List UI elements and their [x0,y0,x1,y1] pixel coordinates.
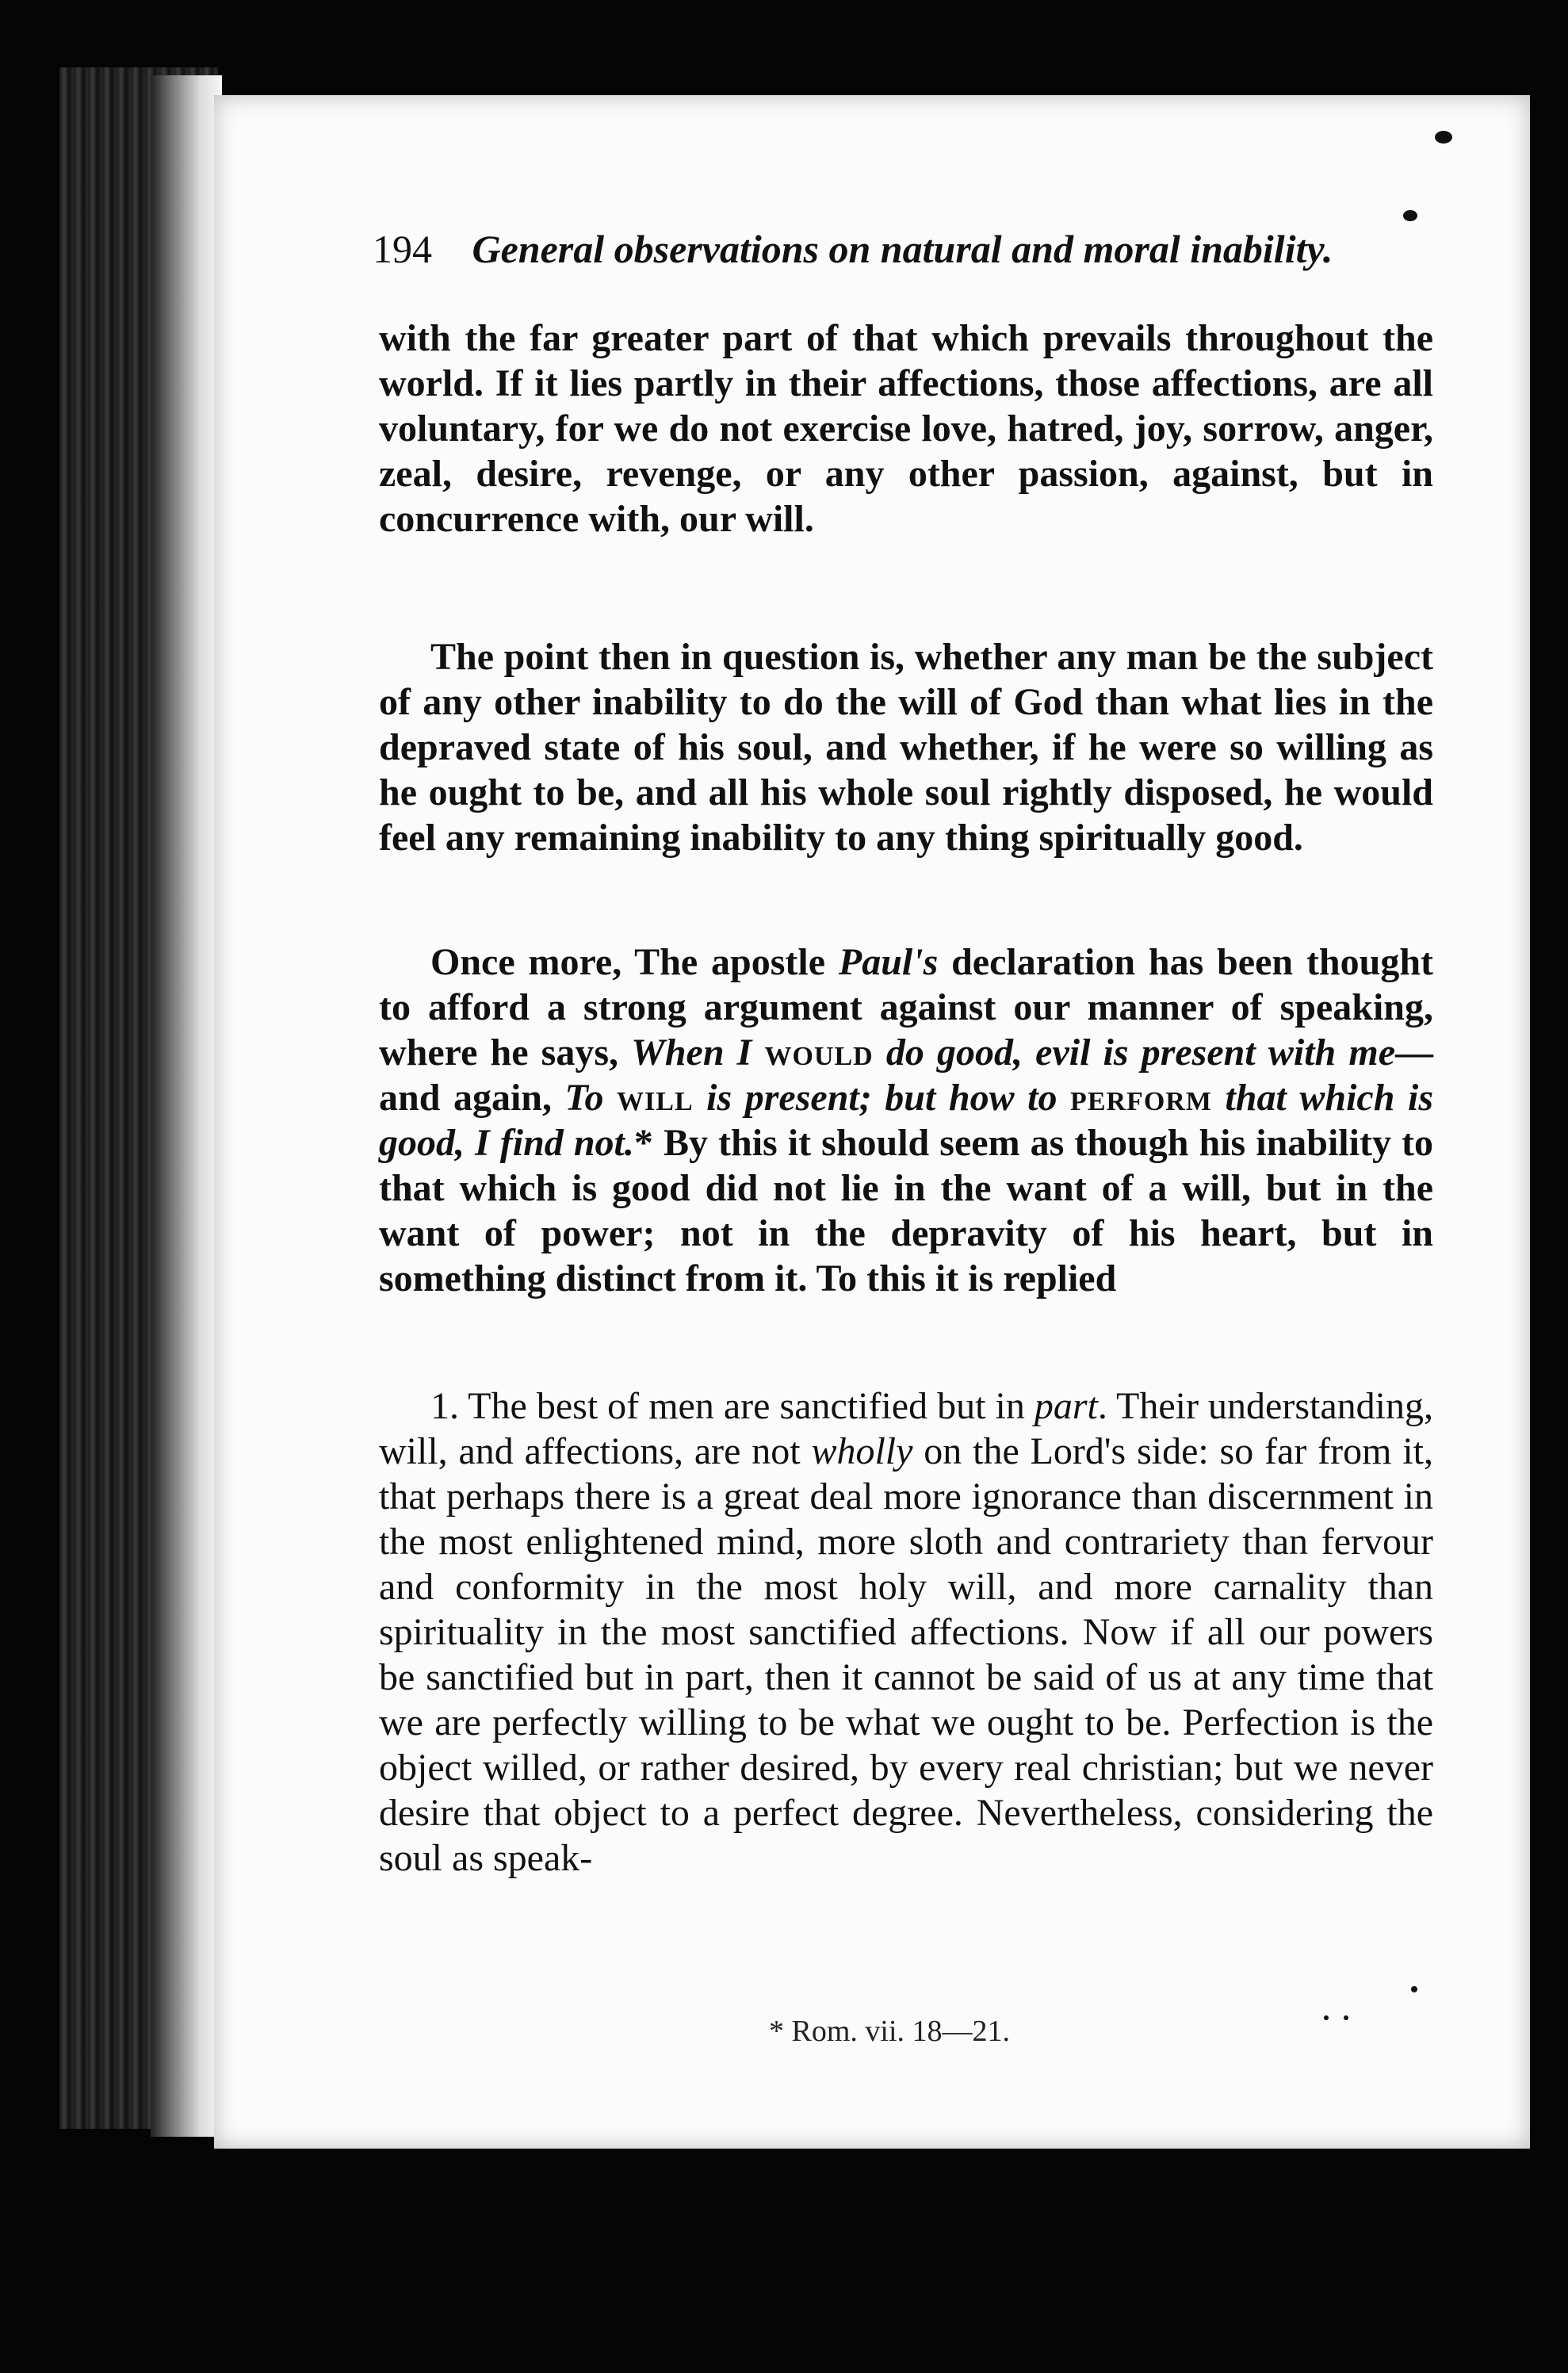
text-run: Once more, The apostle [430,941,839,983]
paragraph-text: The point then in question is, whether any man be the subject of any other inability to do the will of God than what lies in the depraved state of his soul, and whether, if he were so willing as he ought to be, and all his whole soul rightly disposed, he would feel any remaining inability to any thing spiritually good. [379,636,1433,859]
footnote: * Rom. vii. 18—21. [769,2015,1011,2048]
quote-run: do good, evil is present with me [873,1031,1395,1074]
italic-name: Paul's [838,941,939,983]
paragraph-text [379,940,1433,1301]
small-caps-word: will [617,1077,694,1119]
text-run: By this it should seem as though his inability to that which is good did not lie in the want of a will, but in the want of power; not in the depravity of his heart, but in something distinct from it. To this it is replied [379,1122,1433,1299]
text-run: declaration has been thought to afford a strong argument against our manner of speaking, where he says, [379,941,1433,1074]
ink-speck [1344,2015,1348,2020]
paragraph-text [379,1384,1433,1881]
page-header [373,226,1403,272]
ink-speck [1403,210,1417,221]
ink-speck [1411,1986,1417,1992]
italic-word: wholly [811,1430,913,1472]
quote-run: When I [631,1031,765,1074]
small-caps-word: would [764,1031,874,1074]
text-run: —and again, [379,1031,1433,1119]
paragraph-1 [379,316,1433,542]
text-run: . Their understanding, will, and affections, are not [379,1385,1433,1472]
paragraph-4 [379,1384,1433,1881]
page-number: 194 [373,227,432,271]
italic-word: part [1034,1385,1098,1427]
paragraph-text: with the far greater part of that which prevails throughout the world. If it lies partly in their affections, those affections, are all voluntary, for we do not exercise love, hatred, joy, sorrow, anger, zeal, desire, revenge, or any other passion, against, but in concurrence with, our will. [379,317,1433,540]
ink-speck [1435,131,1452,144]
quote-run: To [564,1077,618,1119]
text-run: on the Lord's side: so far from it, that perhaps there is a great deal more ignorance than discernment in the most enlightened mind, more sloth and contrariety than fervour and conformity in the most holy will, and more carnality than spirituality in the most sanctified affections. Now if all our powers be sanctified but in part, then it cannot be said of us at any time that we are perfectly willing to be what we ought to be. Perfection is the object willed, or rather desired, by every real christian; but we never desire that object to a perfect degree. Nevertheless, considering the soul as speak- [379,1430,1433,1879]
text-run: 1. The best of men are sanctified but in [430,1385,1034,1427]
small-caps-word: perform [1070,1077,1212,1119]
paragraph-2 [379,634,1433,860]
paragraph-3 [379,940,1433,1301]
page-gutter-shadow [151,75,222,2137]
quote-run: that which is good, I find not. [379,1077,1434,1164]
running-title: General observations on natural and moral inability. [472,227,1333,271]
ink-speck [1324,2015,1329,2020]
quote-run: is present; but how to [693,1077,1071,1119]
footnote-marker: * [633,1122,653,1164]
scripture-quote [631,1031,1395,1074]
